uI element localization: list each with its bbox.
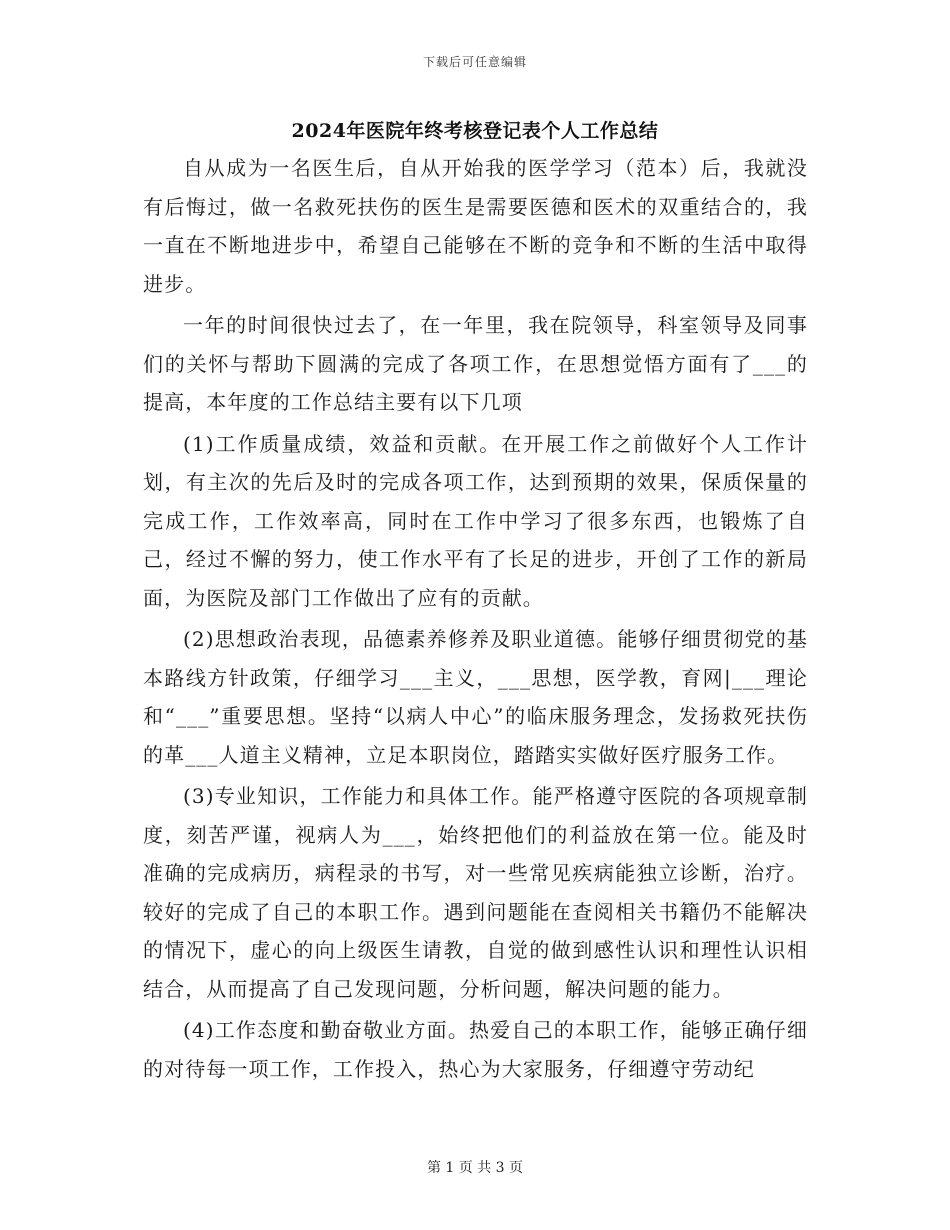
paragraph-item-1: (1)工作质量成绩，效益和贡献。在开展工作之前做好个人工作计划，有主次的先后及时的完成各项工作，达到预期的效果，保质保量的完成工作，工作效率高，同时在工作中学习了很多东西，也锻炼了自己，经过不懈的努力，使工作水平有了长足的进步，开创了工作的新局面，为医院及部门工作做出了应有的贡献。 [143, 431, 808, 610]
paragraph-item-4: (4)工作态度和勤奋敬业方面。热爱自己的本职工作，能够正确仔细的对待每一项工作，工作投入，热心为大家服务，仔细遵守劳动纪 [143, 1018, 808, 1081]
paragraph-intro: 自从成为一名医生后，自从开始我的医学学习（范本）后，我就没有后悔过，做一名救死扶伤的医生是需要医德和医术的双重结合的，我一直在不断地进步中，希望自己能够在不断的竞争和不断的生活中取得进步。 [143, 156, 808, 296]
header-note: 下载后可任意编辑 [422, 55, 527, 69]
paragraph-item-3: (3)专业知识，工作能力和具体工作。能严格遵守医院的各项规章制度，刻苦严谨，视病人为___，始终把他们的利益放在第一位。能及时准确的完成病历，病程录的书写，对一些常见疾病能独立诊断，治疗。较好的完成了自己的本职工作。遇到问题能在查阅相关书籍仍不能解决的情况下，虚心的向上级医生请教，自觉的做到感性认识和理性认识相结合，从而提高了自己发现问题，分析问题，解决问题的能力。 [143, 784, 808, 1001]
document-title: 2024年医院年终考核登记表个人工作总结 [291, 120, 659, 142]
paragraph-overview: 一年的时间很快过去了，在一年里，我在院领导，科室领导及同事们的关怀与帮助下圆满的完成了各项工作，在思想觉悟方面有了___的提高，本年度的工作总结主要有以下几项 [143, 313, 808, 414]
document-body [143, 149, 808, 1091]
paragraph-item-2: (2)思想政治表现，品德素养修养及职业道德。能够仔细贯彻党的基本路线方针政策，仔细学习___主义，___思想，医学教，育网|___理论和“___”重要思想。坚持“以病人中心”的临床服务理念，发扬救死扶伤的革___人道主义精神，立足本职岗位，踏踏实实做好医疗服务工作。 [143, 627, 808, 767]
page-footer: 第 1 页 共 3 页 [426, 1160, 524, 1176]
